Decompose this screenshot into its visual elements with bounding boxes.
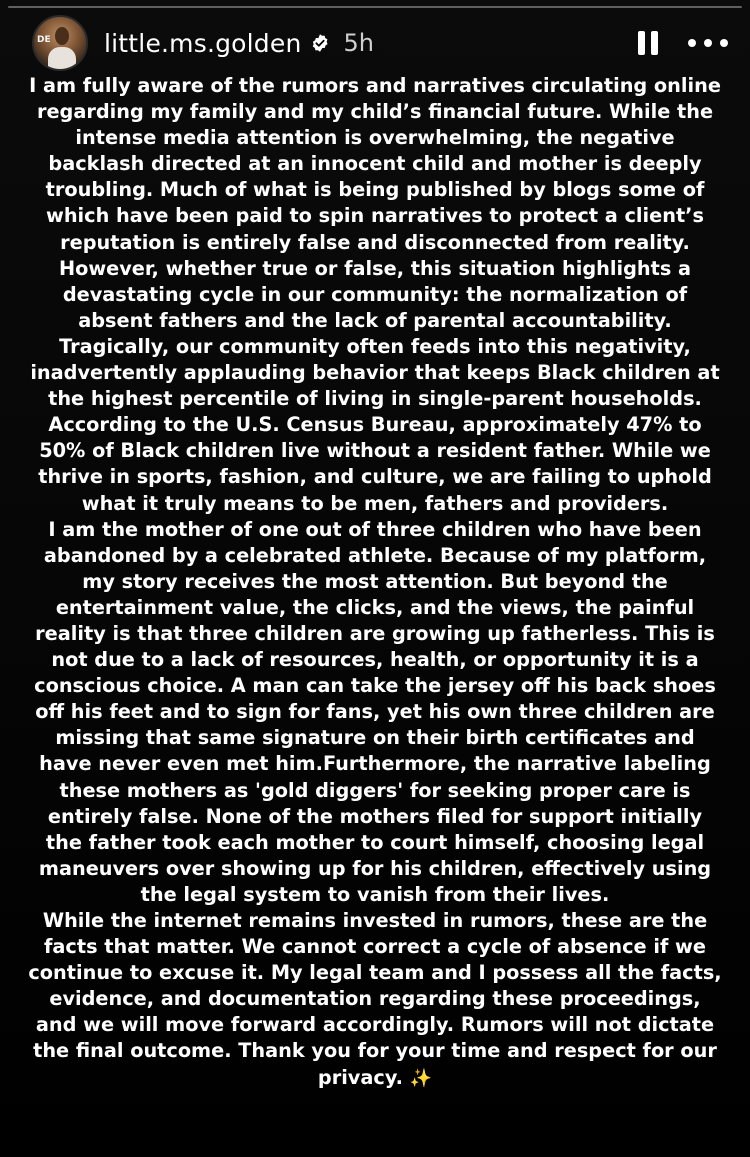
paragraph-1: I am fully aware of the rumors and narratives circulating online regarding my family and my child’s financial future. While the intense media attention is overwhelming, the negative backlash directed at an innocent child and mother is deeply troubling. Much of what is being published by blogs some of which have been paid to spin narratives to protect a client’s reputation is entirely false and disconnected from reality. bbox=[29, 74, 721, 254]
paragraph-3: I am the mother of one out of three children who have been abandoned by a celebrated athlete. Because of my platform, my story receives the most attention. But beyond the entertainment value, the clicks, and the views, the painful reality is that three children are growing up fatherless. This is not due to a lack of resources, health, or opportunity it is a conscious choice. A man can take the jersey off his back shoes off his feet and to sign for fans, yet his own three children are missing that same signature on their birth certificates and have never even met him.Furthermore, the narrative labeling these mothers as 'gold diggers' for seeking proper care is entirely false. None of the mothers filed for support initially the father took each mother to court himself, choosing legal maneuvers over showing up for his children, effectively using the legal system to vanish from their lives. bbox=[34, 517, 716, 906]
more-options-dot bbox=[704, 39, 712, 47]
story-header bbox=[32, 14, 730, 72]
verified-badge-icon bbox=[310, 33, 330, 53]
avatar-text: DE bbox=[37, 35, 51, 45]
sparkle-emoji: ✨ bbox=[409, 1067, 433, 1089]
avatar-figure bbox=[48, 47, 76, 71]
paragraph-2: However, whether true or false, this situation highlights a devastating cycle in our community: the normalization of absent fathers and the lack of parental accountability. Tragically, our community often feeds into this negativity, inadvertently applauding behavior that keeps Black children at the highest percentile of living in single-parent households. According to the U.S. Census Bureau, approximately 47% to 50% of Black children live without a resident father. While we thrive in sports, fashion, and culture, we are failing to uphold what it truly means to be men, fathers and providers. bbox=[30, 256, 720, 515]
avatar[interactable] bbox=[32, 15, 88, 71]
pause-icon-bar bbox=[651, 31, 658, 55]
paragraph-4-text: While the internet remains invested in rumors, these are the facts that matter. We cannot correct a cycle of absence if we continue to excuse it. My legal team and I possess all the facts, evidence, and documentation regarding these proceedings, and we will move forward accordingly. Rumors will not dictate the final outcome. Thank you for your time and respect for our privacy. bbox=[28, 909, 722, 1089]
paragraph-4 bbox=[28, 908, 722, 1092]
avatar-head bbox=[55, 27, 69, 45]
username[interactable]: little.ms.golden bbox=[104, 28, 302, 58]
story-text bbox=[28, 73, 722, 1092]
story-progress-bar bbox=[8, 6, 742, 8]
post-time: 5h bbox=[343, 29, 374, 57]
pause-button[interactable] bbox=[628, 23, 668, 63]
more-options-dot bbox=[720, 39, 728, 47]
pause-icon bbox=[638, 31, 645, 55]
more-options-icon bbox=[688, 39, 696, 47]
more-options-button[interactable] bbox=[686, 23, 730, 63]
